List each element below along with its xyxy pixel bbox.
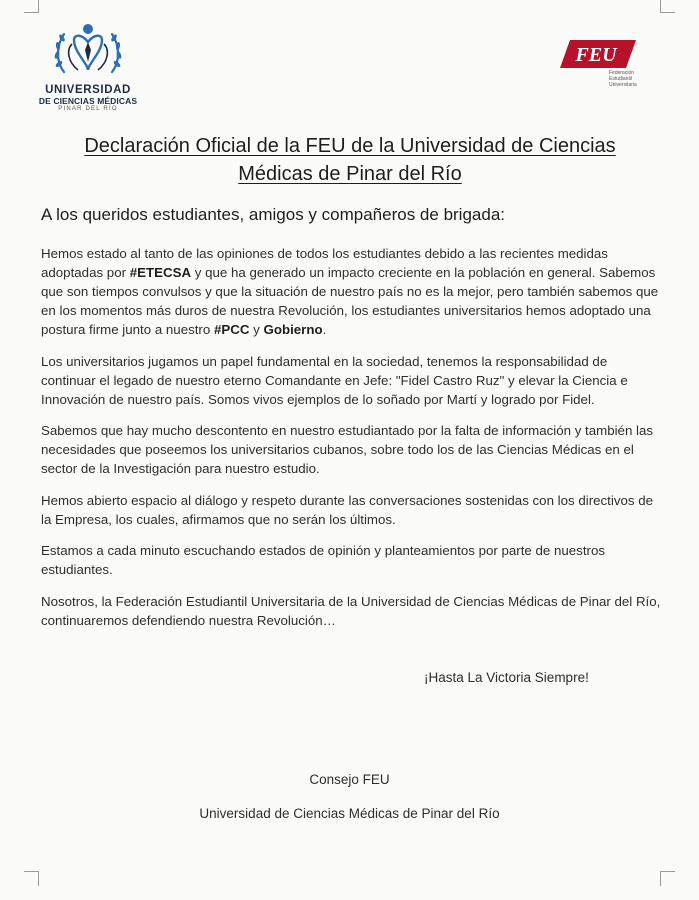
paragraph-1-part-a: Hemos estado al tanto de las opiniones de todos los estudiantes debido a las recientes medidas adoptadas por (41, 246, 608, 280)
paragraph-1 (41, 244, 663, 339)
paragraph-1-part-g: . (322, 322, 327, 337)
crop-mark-top-right (660, 0, 675, 13)
feu-logo (560, 38, 650, 88)
feu-logo-subtitle: Federación Estudiantil Universitaria (609, 70, 637, 88)
crop-mark-bottom-left (24, 871, 39, 886)
greeting: A los queridos estudiantes, amigos y compañeros de brigada: (41, 205, 505, 224)
crop-mark-bottom-right (660, 871, 675, 886)
hashtag-pcc: #PCC (213, 322, 250, 337)
paragraph-1-part-e: y (249, 322, 264, 337)
hashtag-etecsa: #ETECSA (129, 265, 192, 280)
paragraph-6: Nosotros, la Federación Estudiantil Universitaria de la Universidad de Ciencias Médicas de Pinar del Río, continuaremos defendiendo nuestra Revolución… (41, 593, 661, 628)
document-body (41, 244, 663, 642)
university-logo-line1: UNIVERSIDAD (45, 84, 131, 96)
university-logo-line3: PINAR DEL RÍO (58, 106, 118, 112)
laurel-emblem-icon (50, 20, 126, 82)
paragraph-5: Estamos a cada minuto escuchando estados de opinión y planteamientos por parte de nuestros estudiantes. (41, 543, 605, 577)
feu-logo-text: FEU (575, 44, 617, 66)
university-logo (38, 20, 138, 112)
paragraph-3: Sabemos que hay mucho descontento en nuestro estudiantado por la falta de información y también las necesidades que poseemos los universitarios cubanos, sobre todo los de las Ciencias Médicas en el sector de la Investigación para nuestro estudio. (41, 423, 654, 476)
document-title (60, 132, 640, 188)
crop-mark-top-left (24, 0, 39, 13)
closing-phrase: ¡Hasta La Victoria Siempre! (424, 670, 589, 685)
word-gobierno: Gobierno (263, 322, 323, 337)
paragraph-1-part-c: y que ha generado un impacto creciente en la población en general. Sabemos que son tiempos convulsos y que la situación de nuestro país no es la mejor, pero también sabemos que en los momentos más duros de nuestra Revolución, los estudiantes universitarios hemos adoptado una postura firme junto a nuestro (41, 265, 659, 337)
document-title-text: Declaración Oficial de la FEU de la Universidad de Ciencias Médicas de Pinar del Río (84, 135, 616, 185)
feu-badge-icon (560, 38, 638, 70)
paragraph-2: Los universitarios jugamos un papel fundamental en la sociedad, tenemos la responsabilidad de continuar el legado de nuestro eterno Comandante en Jefe: "Fidel Castro Ruz" y elevar la Ciencia e Innovación de nuestro país. Somos vivos ejemplos de lo soñado por Martí y logrado por Fidel. (41, 353, 628, 407)
signature-council: Consejo FEU (309, 772, 390, 787)
paragraph-4: Hemos abierto espacio al diálogo y respeto durante las conversaciones sostenidas con los directivos de la Empresa, los cuales, afirmamos que no serán los últimos. (41, 492, 654, 527)
signature-university: Universidad de Ciencias Médicas de Pinar del Río (199, 806, 500, 821)
university-logo-line2: DE CIENCIAS MÉDICAS (38, 96, 138, 106)
